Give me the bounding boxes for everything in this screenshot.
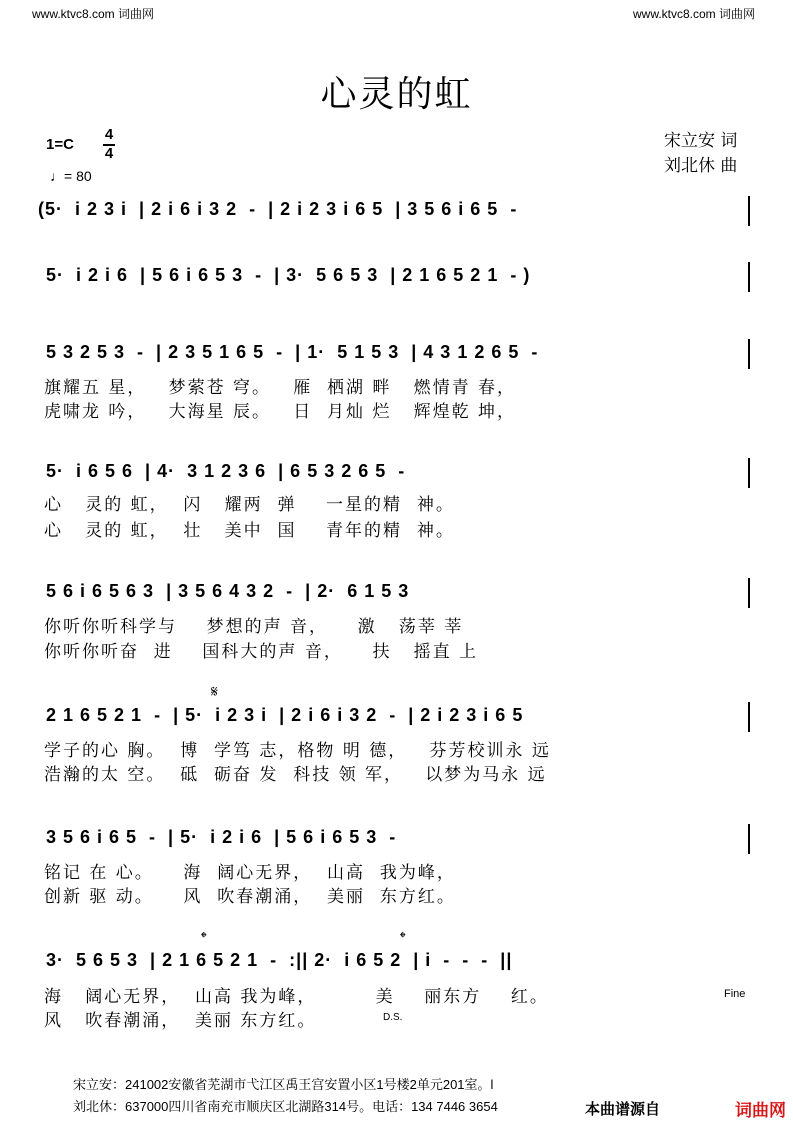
composer-address: 刘北休：637000四川省南充市顺庆区北湖路314号。电话：134 7446 3654 bbox=[73, 1099, 498, 1114]
lyrics-4-verse-2: 心 灵的 虹， 壮 美中 国 青年的精 神。 bbox=[44, 521, 455, 541]
coda-mark-2: 𝄌 bbox=[400, 928, 406, 947]
notation-line-3: 5 3 2 5 3 - | 2 3 5 1 6 5 - | 1· 5 1 5 3 | 4 3 1 2 6 5 - bbox=[46, 342, 539, 362]
song-title: 心灵的虹 bbox=[320, 74, 473, 115]
lyrics-8-verse-1: 海 阔心无界， 山高 我为峰， 美 丽东方 红。 bbox=[44, 987, 549, 1007]
notation-line-8: 3· 5 6 5 3 | 2 1 6 5 2 1 - :|| 2· i 6 5 2 | i - - - || bbox=[46, 950, 513, 970]
lyrics-3-verse-2: 虎啸龙 吟， 大海星 辰。 日 月灿 烂 辉煌乾 坤， bbox=[44, 402, 517, 422]
notation-line-5: 5 6 i 6 5 6 3 | 3 5 6 4 3 2 - | 2· 6 1 5 3 bbox=[46, 581, 410, 601]
barline-end-1 bbox=[748, 196, 750, 226]
source-label: 本曲谱源自 bbox=[585, 1100, 661, 1118]
lyrics-4-verse-1: 心 灵的 虹， 闪 耀两 弹 一星的精 神。 bbox=[44, 495, 455, 515]
ds-mark: D.S. bbox=[383, 1012, 403, 1023]
notation-line-2: 5· i 2 i 6 | 5 6 i 6 5 3 - | 3· 5 6 5 3 | 2 1 6 5 2 1 - ) bbox=[46, 265, 531, 285]
time-bottom: 4 bbox=[104, 145, 114, 162]
notation-line-4: 5· i 6 5 6 | 4· 3 1 2 3 6 | 6 5 3 2 6 5 - bbox=[46, 461, 406, 481]
barline-end-7 bbox=[748, 824, 750, 854]
fine-mark: Fine bbox=[724, 988, 746, 1000]
lyrics-3-verse-1: 旗耀五 星， 梦萦苍 穹。 雁 栖湖 畔 燃情青 春， bbox=[44, 378, 517, 398]
watermark-right: www.ktvc8.com 词曲网 bbox=[633, 7, 756, 21]
lyrics-8-verse-2: 风 吹春潮涌， 美丽 东方红。 bbox=[44, 1011, 317, 1031]
lyrics-7-verse-2: 创新 驱 动。 风 吹春潮涌， 美丽 东方红。 bbox=[44, 887, 456, 907]
composer: 刘北休 曲 bbox=[664, 156, 738, 176]
lyrics-6-verse-2: 浩瀚的太 空。 砥 砺奋 发 科技 领 军， 以梦为马永 远 bbox=[44, 765, 547, 785]
lyrics-6-verse-1: 学子的心 胸。 博 学笃 志，格物 明 德， 芬芳校训永 远 bbox=[44, 741, 551, 761]
barline-end-6 bbox=[748, 702, 750, 732]
barline-end-5 bbox=[748, 578, 750, 608]
watermark-left: www.ktvc8.com 词曲网 bbox=[32, 7, 155, 21]
notation-line-1: (5· i 2 3 i | 2 i 6 i 3 2 - | 2 i 2 3 i 6 5 | 3 5 6 i 6 5 - bbox=[38, 199, 518, 219]
lyrics-5-verse-2: 你听你听奋 进 国科大的声 音， 扶 摇直 上 bbox=[44, 642, 479, 662]
barline-end-4 bbox=[748, 458, 750, 488]
lyrics-5-verse-1: 你听你听科学与 梦想的声 音， 激 荡莘 莘 bbox=[44, 617, 464, 637]
barline-end-3 bbox=[748, 339, 750, 369]
key-signature: 1=C bbox=[46, 136, 74, 153]
barline-end-2 bbox=[748, 262, 750, 292]
lyricist: 宋立安 词 bbox=[664, 131, 738, 151]
coda-mark-1: 𝄌 bbox=[201, 928, 207, 947]
notation-line-6: 2 1 6 5 2 1 - | 5· i 2 3 i | 2 i 6 i 3 2 - | 2 i 2 3 i 6 5 bbox=[46, 705, 524, 725]
site-logo: 词曲网 bbox=[735, 1101, 786, 1121]
segno-mark: 𝄋 bbox=[211, 682, 218, 701]
tempo-mark: ♩= 80 bbox=[50, 168, 92, 184]
notation-line-7: 3 5 6 i 6 5 - | 5· i 2 i 6 | 5 6 i 6 5 3 - bbox=[46, 827, 397, 847]
lyrics-7-verse-1: 铭记 在 心。 海 阔心无界， 山高 我为峰， bbox=[44, 863, 456, 883]
time-top: 4 bbox=[104, 126, 114, 143]
time-signature bbox=[103, 127, 115, 162]
lyricist-address: 宋立安：241002安徽省芜湖市弋江区禹王宫安置小区1号楼2单元201室。l bbox=[73, 1077, 494, 1092]
